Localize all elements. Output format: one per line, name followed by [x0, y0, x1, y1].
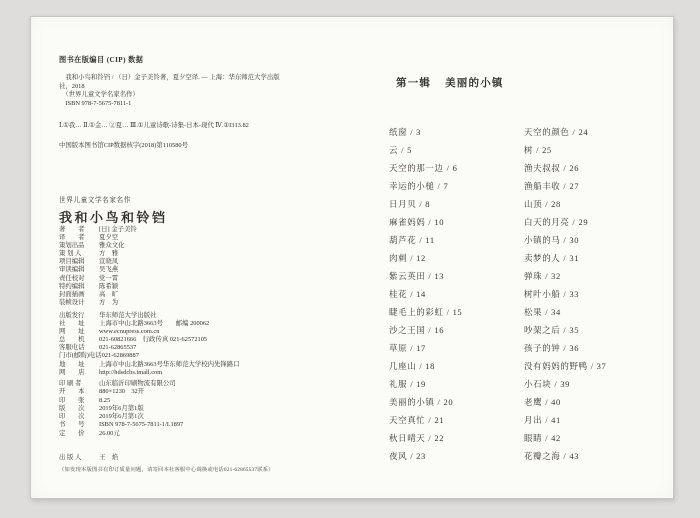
credit-row: [59, 226, 137, 234]
toc-entry-title: 天空真忙: [389, 415, 426, 425]
cip-body: [59, 74, 339, 108]
toc-entry-page: 25: [542, 145, 552, 155]
toc-entry-page: 17: [416, 343, 426, 353]
toc-entry-title: 山顶: [524, 199, 543, 209]
toc-entry-page: 20: [443, 397, 454, 407]
credit-label: 策 划 人: [59, 250, 82, 258]
credit-value: 高 旷: [99, 290, 119, 298]
toc-entry-title: 小石块: [524, 379, 552, 389]
printing-label: 开 本: [59, 388, 85, 396]
toc-entry-page: 43: [569, 451, 580, 461]
toc-entry-page: 39: [560, 379, 570, 389]
printing-value: 山东临沂印刷物流有限公司: [99, 380, 176, 387]
toc-entry-page: 28: [551, 199, 561, 209]
toc-entry-page: 21: [434, 415, 445, 425]
cip-line: （世界儿童文学名家名作）: [59, 91, 139, 99]
toc-entry: [389, 411, 539, 429]
toc-entry: [389, 177, 539, 195]
toc-entry-separator: /: [590, 361, 594, 371]
publisher-row: [59, 336, 240, 344]
credit-value: 宣晓凤: [99, 258, 119, 266]
toc-entry-separator: /: [536, 145, 540, 155]
credit-row: [59, 266, 137, 274]
toc-entry-separator: /: [437, 397, 441, 407]
toc-entry-title: 麻雀妈妈: [389, 217, 426, 227]
credit-label: 译 者: [59, 234, 85, 242]
credit-row: [59, 299, 137, 307]
toc-entry-separator: /: [437, 181, 441, 191]
publisher-row: [59, 312, 240, 320]
toc-entry-title: 没有妈妈的野鸭: [524, 361, 588, 371]
credit-value: 雅众文化: [99, 242, 125, 250]
book-title: 我和小鸟和铃铛: [59, 210, 168, 225]
toc-entry-page: 34: [551, 307, 561, 317]
toc-entry-separator: /: [419, 235, 423, 245]
toc-entry-page: 3: [416, 127, 422, 137]
printing-value: 26.00元: [99, 429, 120, 437]
toc-entry: [524, 159, 674, 177]
toc-entry: [524, 213, 674, 231]
toc-entry-title: 紫云英田: [389, 271, 426, 281]
cip-classification: Ⅰ.①我… Ⅱ.①金… ②夏… Ⅲ.①儿童诗歌-诗集-日本-现代 Ⅳ.①I313.82: [59, 122, 249, 130]
publisher-value: 021-62865537: [99, 344, 137, 352]
toc-entry-separator: /: [563, 343, 567, 353]
toc-entry: [389, 285, 539, 303]
toc-entry-separator: /: [410, 289, 414, 299]
publisher-row: [59, 369, 240, 377]
credit-value: 方 雅: [99, 250, 119, 258]
toc-entry: [389, 195, 539, 213]
credit-label: 项目编辑: [59, 258, 85, 266]
toc-entry-title: 卖梦的人: [524, 253, 561, 263]
toc-entry-title: 吵架之后: [524, 325, 561, 335]
toc-entry-title: 树叶小船: [524, 289, 561, 299]
toc-entry-page: 5: [407, 145, 412, 155]
printing-value: 2019年6月第1版: [99, 404, 144, 412]
credit-label: 审读编辑: [59, 266, 85, 274]
publisher-row: [59, 352, 240, 360]
toc-entry-separator: /: [419, 361, 423, 371]
toc-entry-page: 13: [434, 271, 445, 281]
toc-entry-title: 孩子的钟: [524, 343, 561, 353]
toc-entry-title: 松果: [524, 307, 543, 317]
cip-record-number: 中国版本图书馆CIP数据核字(2018)第110580号: [59, 142, 188, 150]
publisher-label: 网 址: [59, 328, 85, 336]
toc-entry: [524, 249, 674, 267]
toc-entry-title: 葫芦花: [389, 235, 417, 245]
toc-entry-separator: /: [410, 379, 414, 389]
toc-entry: [524, 195, 674, 213]
toc-entry: [524, 339, 674, 357]
toc-entry-page: 41: [551, 415, 561, 425]
credit-label: 特约编辑: [59, 282, 85, 290]
toc-entry-separator: /: [572, 217, 576, 227]
publisher-person-row: [59, 452, 118, 461]
toc-entry-title: 云: [389, 145, 399, 155]
toc-entry-title: 美丽的小镇: [389, 397, 435, 407]
credit-value: 陈希颖: [99, 282, 119, 290]
credit-row: [59, 275, 137, 283]
toc-entry-title: 肉刺: [389, 253, 408, 263]
toc-entry-page: 22: [434, 433, 445, 443]
toc-column-2: [524, 123, 674, 465]
toc-entry-page: 23: [416, 451, 426, 461]
toc-entry-title: 月出: [524, 415, 543, 425]
toc-entry-separator: /: [428, 415, 432, 425]
toc-entry-separator: /: [563, 235, 567, 245]
cip-heading: 图书在版编目 (CIP) 数据: [59, 56, 144, 64]
toc-entry: [524, 375, 674, 393]
publisher-value: http://hdsdcbs.tmall.com: [99, 368, 163, 376]
cip-line: 我和小鸟和铃铛 / （日）金子美铃著，夏夕空译. — 上海：华东师范大学出版: [59, 74, 280, 81]
credits-list: [59, 226, 137, 307]
toc-entry-title: 沙之王国: [389, 325, 426, 335]
toc-entry-page: 16: [434, 325, 445, 335]
toc-entry-page: 19: [416, 379, 426, 389]
toc-entry-title: 弹珠: [524, 271, 543, 281]
toc-entry-separator: /: [446, 307, 450, 317]
toc-entry-separator: /: [572, 127, 576, 137]
toc-entry-title: 老鹰: [524, 397, 543, 407]
toc-entry: [524, 285, 674, 303]
credit-label: 策划出品: [59, 242, 85, 250]
toc-entry: [389, 321, 539, 339]
toc-entry-title: 幸运的小槌: [389, 181, 435, 191]
toc-entry-separator: /: [545, 397, 549, 407]
toc-entry-page: 10: [434, 217, 445, 227]
toc-entry-page: 11: [425, 235, 435, 245]
printing-row: [59, 430, 183, 438]
publisher-label: 社 址: [59, 320, 85, 328]
credit-label: 责任校对: [59, 274, 85, 282]
publisher-label: 地 址: [59, 360, 85, 368]
credit-label: 装帧设计: [59, 298, 85, 306]
printing-label: 版 次: [59, 404, 85, 412]
toc-entry-separator: /: [563, 181, 567, 191]
publisher-value: 021-62869887: [101, 352, 139, 360]
book-spread: [30, 16, 674, 499]
toc-entry: [524, 303, 674, 321]
toc-entry-separator: /: [545, 307, 549, 317]
publisher-label: 网 店: [59, 368, 85, 376]
credit-value: [日] 金子美铃: [99, 226, 137, 233]
toc-entry-title: 白天的月亮: [524, 217, 570, 227]
toc-entry: [389, 429, 539, 447]
toc-entry-separator: /: [428, 217, 432, 227]
toc-entry: [524, 393, 674, 411]
publisher-person-value: 王 焰: [99, 454, 119, 461]
credit-row: [59, 283, 137, 291]
credit-label: 封面插画: [59, 290, 85, 298]
publisher-value: 021-60821666 行政传真 021-62572105: [99, 336, 208, 344]
toc-entry: [389, 249, 539, 267]
toc-entry-page: 33: [569, 289, 580, 299]
printing-row: [59, 405, 183, 413]
toc-entry: [524, 123, 674, 141]
toc-entry-separator: /: [410, 451, 414, 461]
toc-entry-separator: /: [563, 289, 567, 299]
toc-entry-page: 14: [416, 289, 426, 299]
title-block: [59, 194, 168, 226]
printing-row: [59, 388, 183, 396]
credit-row: [59, 291, 137, 299]
toc-entry-separator: /: [428, 325, 432, 335]
toc-entry: [389, 447, 539, 465]
toc-entry: [389, 375, 539, 393]
toc-entry-separator: /: [410, 253, 414, 263]
toc-entry: [524, 447, 674, 465]
cip-line: 社，2018: [59, 82, 85, 90]
toc-entry: [389, 159, 539, 177]
toc-entry-separator: /: [563, 163, 567, 173]
toc-entry-title: 秋日晴天: [389, 433, 426, 443]
printing-label: 印 张: [59, 396, 85, 404]
toc-entry-page: 24: [578, 127, 589, 137]
toc-entry: [389, 357, 539, 375]
toc-entry-page: 6: [452, 163, 458, 173]
credit-value: 夏夕空: [99, 234, 119, 242]
printing-value: 8.25: [99, 396, 111, 404]
publisher-row: [59, 361, 240, 369]
toc-entry-page: 7: [443, 181, 449, 191]
toc-entry-title: 花瓣之海: [524, 451, 561, 461]
toc-entry: [524, 177, 674, 195]
cip-line: ISBN 978-7-5675-7811-1: [59, 99, 132, 107]
credit-value: 方 为: [99, 298, 119, 306]
toc-entry-page: 26: [569, 163, 580, 173]
toc-entry-separator: /: [410, 127, 414, 137]
publisher-person-label: 出 版 人: [59, 454, 82, 461]
toc-entry-title: 礼服: [389, 379, 408, 389]
toc-entry-separator: /: [545, 433, 549, 443]
quality-note: （如发现本版图书有印订质量问题，请寄回本社客服中心调换或电话021-62865537联系）: [59, 467, 274, 473]
publisher-value: 华东师范大学出版社: [99, 312, 157, 319]
toc-entry-separator: /: [563, 253, 567, 263]
toc-entry-page: 29: [578, 217, 589, 227]
publisher-label: 客服电话: [59, 344, 85, 352]
toc-entry-page: 15: [452, 307, 463, 317]
toc-entry-separator: /: [563, 451, 567, 461]
toc-entry: [389, 213, 539, 231]
toc-entry-separator: /: [410, 343, 414, 353]
toc-entry-page: 32: [551, 271, 561, 281]
toc-entry-page: 8: [425, 199, 431, 209]
publisher-label: 总 机: [59, 336, 85, 344]
toc-entry: [524, 321, 674, 339]
toc-entry-page: 36: [569, 343, 580, 353]
toc-entry-separator: /: [563, 325, 567, 335]
toc-entry-separator: /: [545, 415, 549, 425]
toc-entry-title: 日月贝: [389, 199, 417, 209]
toc-entry: [389, 303, 539, 321]
printing-label: 书 号: [59, 421, 85, 429]
toc-entry-page: 12: [416, 253, 426, 263]
section-title: 美丽的小镇: [445, 78, 504, 89]
credit-row: [59, 234, 137, 242]
printing-row: [59, 421, 183, 429]
toc-entry-page: 27: [569, 181, 580, 191]
printing-info-list: [59, 380, 183, 438]
section-volume: 第一辑: [396, 78, 432, 89]
toc-entry: [389, 231, 539, 249]
series-name: 世界儿童文学名家名作: [59, 197, 131, 204]
toc-entry-title: 草原: [389, 343, 408, 353]
credit-label: 著 者: [59, 226, 85, 233]
toc-entry-separator: /: [554, 379, 558, 389]
printing-value: ISBN 978-7-5675-7811-1/I.1897: [99, 421, 184, 429]
toc-entry-page: 37: [596, 361, 607, 371]
toc-entry-title: 小镇的马: [524, 235, 561, 245]
toc-entry: [524, 267, 674, 285]
toc-entry-title: 天空的颜色: [524, 127, 570, 137]
credit-value: 吴飞燕: [99, 266, 119, 274]
toc-entry-separator: /: [545, 271, 549, 281]
publisher-label: 出版发行: [59, 312, 85, 319]
toc-entry: [389, 339, 539, 357]
publisher-info-list: [59, 312, 240, 377]
publisher-value: www.ecnupress.com.cn: [99, 328, 160, 336]
toc-entry: [524, 357, 674, 375]
toc-entry: [524, 141, 674, 159]
toc-column-1: [389, 123, 539, 465]
toc-entry-title: 眼睛: [524, 433, 543, 443]
printing-value: 880×1230 32开: [99, 388, 145, 396]
publisher-label: 门市(邮购)电话: [59, 352, 102, 360]
publisher-row: [59, 320, 240, 328]
printing-row: [59, 397, 183, 405]
toc-entry-title: 几座山: [389, 361, 417, 371]
toc-entry-title: 渔夫叔叔: [524, 163, 561, 173]
toc-entry-separator: /: [545, 199, 549, 209]
cip-block: [59, 55, 339, 149]
toc-entry-title: 纸窗: [389, 127, 408, 137]
toc-entry-separator: /: [419, 199, 423, 209]
toc-entry-title: 渔船丰收: [524, 181, 561, 191]
toc-entry: [389, 123, 539, 141]
section-header: [396, 75, 504, 90]
toc-entry-title: 桂花: [389, 289, 408, 299]
publisher-value: 上海市中山北路3663号华东师范大学校内先锋路口: [99, 360, 240, 368]
printing-value: 2019年6月第1次: [99, 413, 144, 421]
toc-entry: [524, 231, 674, 249]
publisher-value: 上海市中山北路3663号 邮编 200062: [99, 320, 210, 328]
credit-value: 党一霄: [99, 274, 119, 282]
toc-entry-separator: /: [428, 433, 432, 443]
toc-entry-title: 睫毛上的彩虹: [389, 307, 444, 317]
toc-entry-page: 31: [569, 253, 580, 263]
toc-entry: [524, 429, 674, 447]
toc-entry-page: 18: [425, 361, 435, 371]
toc-entry-title: 夜风: [389, 451, 408, 461]
toc-entry-separator: /: [446, 163, 450, 173]
toc-entry: [389, 141, 539, 159]
toc-entry-separator: /: [428, 271, 432, 281]
toc-entry: [389, 267, 539, 285]
toc-entry-title: 天空的那一边: [389, 163, 444, 173]
toc-entry: [524, 411, 674, 429]
toc-entry-page: 35: [569, 325, 580, 335]
toc-entry-page: 30: [569, 235, 580, 245]
toc-entry-page: 42: [551, 433, 561, 443]
printing-label: 定 价: [59, 429, 85, 437]
printing-label: 印 刷 者: [59, 380, 82, 387]
toc-entry-page: 40: [551, 397, 561, 407]
toc-entry-separator: /: [401, 145, 405, 155]
printing-label: 印 次: [59, 413, 85, 421]
toc-entry: [389, 393, 539, 411]
toc-entry-title: 树: [524, 145, 534, 155]
